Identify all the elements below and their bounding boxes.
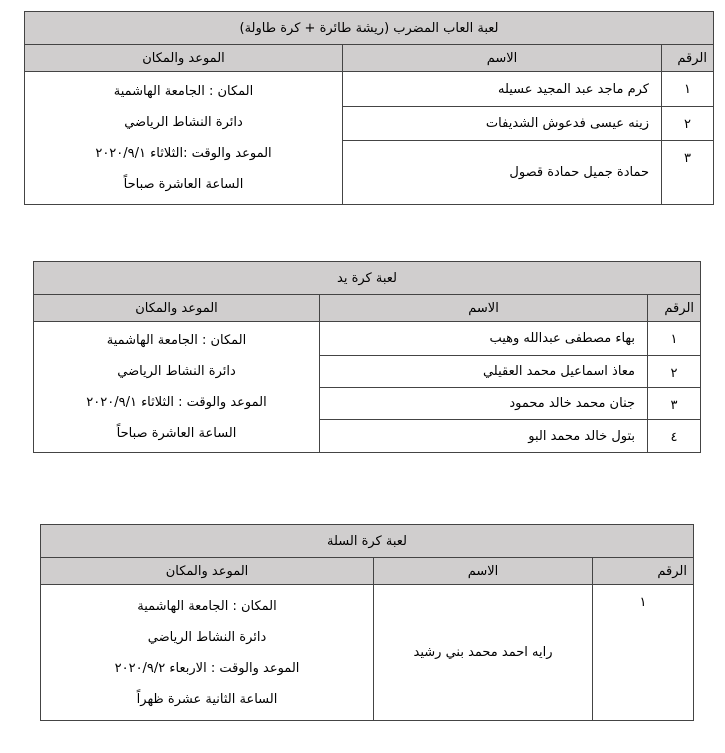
row-name: معاذ اسماعيل محمد العقيلي <box>320 356 648 388</box>
header-number: الرقم <box>662 45 714 72</box>
place-hour: الساعة الثانية عشرة ظهراً <box>136 691 278 707</box>
row-name: بتول خالد محمد البو <box>320 420 648 453</box>
row-number: ١ <box>662 72 714 107</box>
place-department: دائرة النشاط الرياضي <box>117 364 236 379</box>
row-number: ١ <box>593 585 694 721</box>
place-department: دائرة النشاط الرياضي <box>124 115 243 130</box>
row-name: رايه احمد محمد بني رشيد <box>374 585 593 721</box>
handball-table <box>33 261 701 453</box>
table-title: لعبة كرة السلة <box>41 525 694 558</box>
header-name: الاسم <box>320 295 648 322</box>
place-cell <box>34 322 320 453</box>
racket-sports-table <box>24 11 714 205</box>
row-name: زينه عيسى فدعوش الشديفات <box>343 107 662 141</box>
place-datetime: الموعد والوقت : الاربعاء ٢٠٢٠/٩/٢ <box>114 660 300 676</box>
place-location: المكان : الجامعة الهاشمية <box>113 84 254 99</box>
place-cell <box>41 585 374 721</box>
row-number: ١ <box>648 322 701 356</box>
header-name: الاسم <box>374 558 593 585</box>
table-title: لعبة العاب المضرب (ريشة طائرة + كرة طاولة) <box>25 12 714 45</box>
place-cell <box>25 72 343 205</box>
header-place: الموعد والمكان <box>34 295 320 322</box>
place-hour: الساعة العاشرة صباحاً <box>116 426 237 441</box>
header-name: الاسم <box>343 45 662 72</box>
place-department: دائرة النشاط الرياضي <box>147 629 267 645</box>
row-number: ٢ <box>662 107 714 141</box>
header-number: الرقم <box>648 295 701 322</box>
row-name: حمادة جميل حمادة قصول <box>343 141 662 205</box>
place-datetime: الموعد والوقت : الثلاثاء ٢٠٢٠/٩/١ <box>86 395 267 410</box>
place-location: المكان : الجامعة الهاشمية <box>106 333 247 348</box>
row-name: بهاء مصطفى عبدالله وهيب <box>320 322 648 356</box>
row-name: جنان محمد خالد محمود <box>320 388 648 420</box>
place-location: المكان : الجامعة الهاشمية <box>137 598 277 614</box>
table-title: لعبة كرة يد <box>34 262 701 295</box>
header-place: الموعد والمكان <box>41 558 374 585</box>
basketball-table <box>40 524 694 721</box>
place-datetime: الموعد والوقت :الثلاثاء ٢٠٢٠/٩/١ <box>95 146 272 161</box>
header-number: الرقم <box>593 558 694 585</box>
row-number: ٣ <box>662 141 714 205</box>
row-number: ٤ <box>648 420 701 453</box>
row-number: ٣ <box>648 388 701 420</box>
row-name: كرم ماجد عبد المجيد عسيله <box>343 72 662 107</box>
row-number: ٢ <box>648 356 701 388</box>
place-hour: الساعة العاشرة صباحاً <box>123 177 244 192</box>
header-place: الموعد والمكان <box>25 45 343 72</box>
